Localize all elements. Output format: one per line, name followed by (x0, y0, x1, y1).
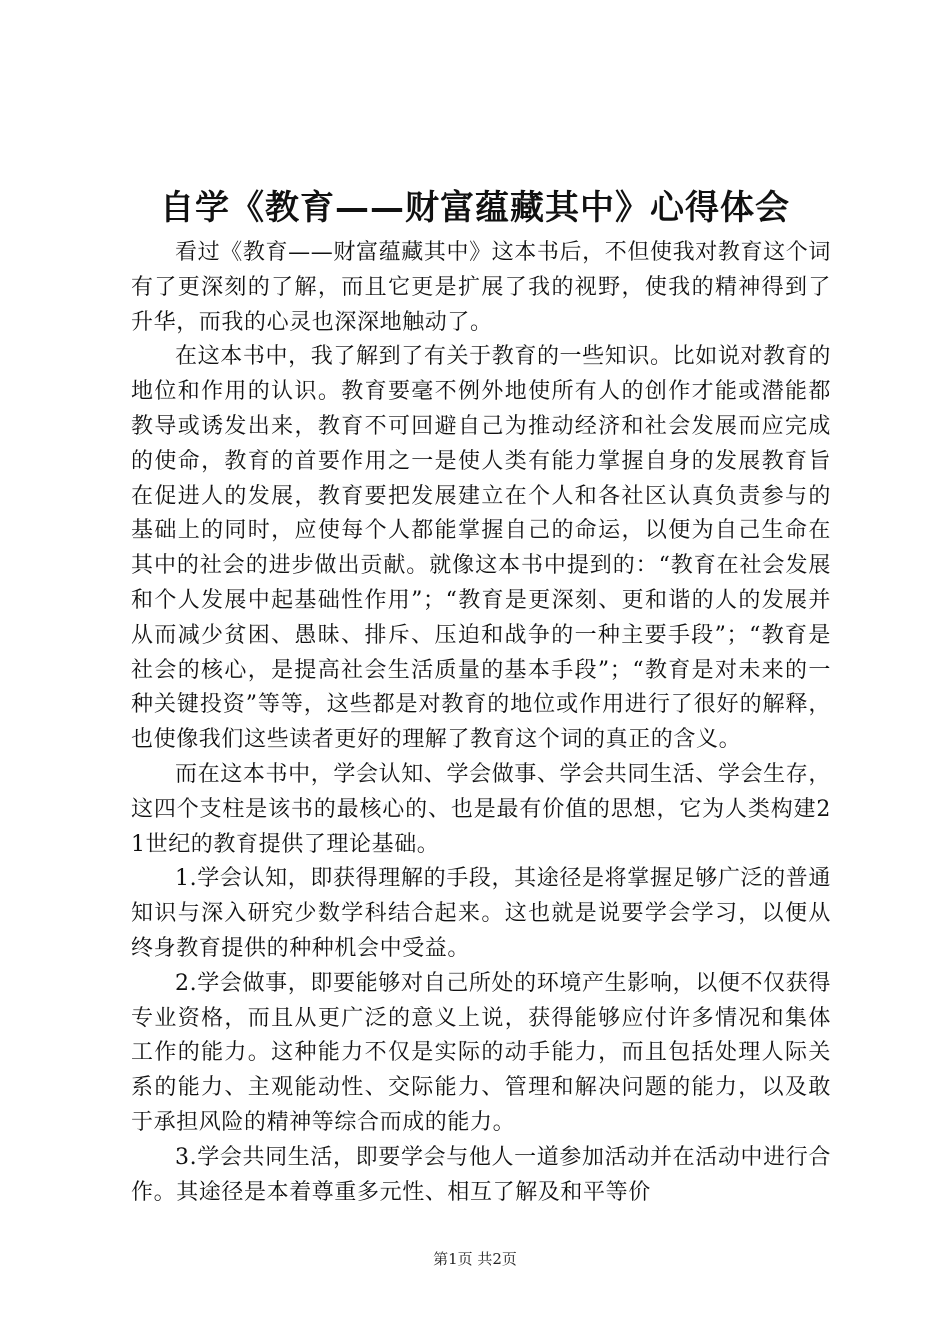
page-number-footer: 第1页 共2页 (433, 1250, 517, 1268)
document-title: 自学《教育——财富蕴藏其中》心得体会 (160, 188, 790, 228)
paragraph-4: 1.学会认知，即获得理解的手段，其途径是将掌握足够广泛的普通知识与深入研究少数学科结合起来。这也就是说要学会学习，以便从终身教育提供的种种机会中受益。 (131, 866, 831, 961)
paragraph-6: 3.学会共同生活，即要学会与他人一道参加活动并在活动中进行合作。其途径是本着尊重多元性、相互了解及和平等价 (131, 1144, 831, 1205)
paragraph-3: 而在这本书中，学会认知、学会做事、学会共同生活、学会生存，这四个支柱是该书的最核心的、也是最有价值的思想，它为人类构建21世纪的教育提供了理论基础。 (131, 761, 831, 857)
paragraph-5: 2.学会做事，即要能够对自己所处的环境产生影响，以便不仅获得专业资格，而且从更广泛的意义上说，获得能够应付许多情况和集体工作的能力。这种能力不仅是实际的动手能力，而且包括处理人际关系的能力、主观能动性、交际能力、管理和解决问题的能力，以及敢于承担风险的精神等综合而成的能力。 (131, 970, 831, 1135)
document-body (131, 236, 831, 1210)
paragraph-2: 在这本书中，我了解到了有关于教育的一些知识。比如说对教育的地位和作用的认识。教育要毫不例外地使所有人的创作才能或潜能都教导或诱发出来，教育不可回避自己为推动经济和社会发展而应完成的使命，教育的首要作用之一是使人类有能力掌握自身的发展教育旨在促进人的发展，教育要把发展建立在个人和各社区认真负责参与的基础上的同时，应使每个人都能掌握自己的命运，以便为自己生命在其中的社会的进步做出贡献。就像这本书中提到的：“教育在社会发展和个人发展中起基础性作用”；“教育是更深刻、更和谐的人的发展并从而减少贫困、愚昧、排斥、压迫和战争的一种主要手段”；“教育是社会的核心，是提高社会生活质量的基本手段”；“教育是对未来的一种关键投资”等等，这些都是对教育的地位或作用进行了很好的解释，也使像我们这些读者更好的理解了教育这个词的真正的含义。 (131, 344, 831, 753)
paragraph-1: 看过《教育——财富蕴藏其中》这本书后，不但使我对教育这个词有了更深刻的了解，而且它更是扩展了我的视野，使我的精神得到了升华，而我的心灵也深深地触动了。 (131, 240, 831, 335)
